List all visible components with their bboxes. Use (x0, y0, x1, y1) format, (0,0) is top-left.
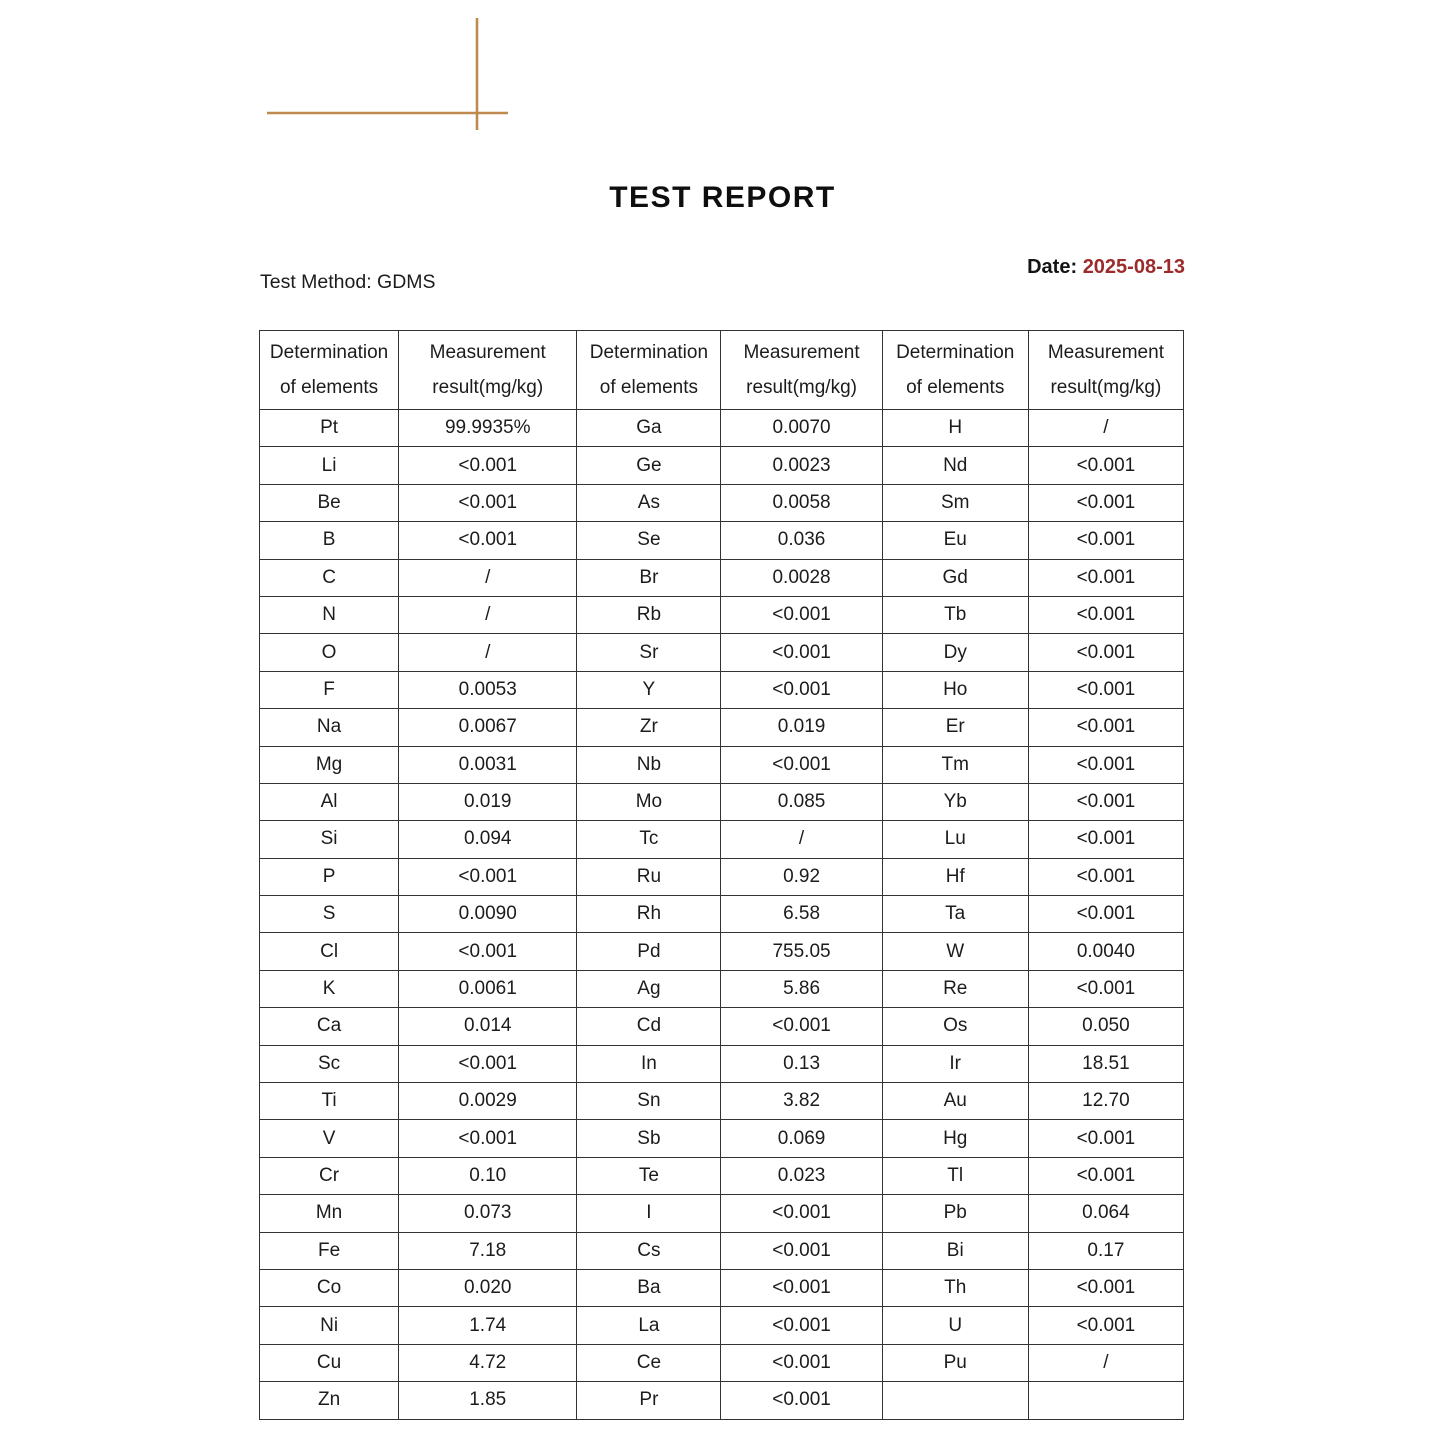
result-cell: <0.001 (399, 447, 577, 484)
result-cell: / (399, 596, 577, 633)
element-cell: U (882, 1307, 1028, 1344)
result-cell: 0.92 (721, 858, 882, 895)
result-cell: 0.014 (399, 1008, 577, 1045)
element-cell: N (260, 596, 399, 633)
result-cell: <0.001 (399, 933, 577, 970)
element-cell: Li (260, 447, 399, 484)
element-cell: As (577, 484, 721, 521)
result-cell: / (1028, 1344, 1183, 1381)
element-cell: La (577, 1307, 721, 1344)
table-row (260, 671, 1184, 708)
element-cell: Pr (577, 1382, 721, 1419)
result-cell: 0.17 (1028, 1232, 1183, 1269)
table-row (260, 1008, 1184, 1045)
element-cell: Os (882, 1008, 1028, 1045)
element-cell (882, 1382, 1028, 1419)
result-cell: <0.001 (721, 634, 882, 671)
result-cell: <0.001 (1028, 896, 1183, 933)
element-cell: Cr (260, 1157, 399, 1194)
result-cell: <0.001 (721, 671, 882, 708)
element-cell: Pb (882, 1195, 1028, 1232)
table-row (260, 858, 1184, 895)
date-value: 2025-08-13 (1082, 256, 1185, 278)
result-cell: 0.050 (1028, 1008, 1183, 1045)
element-cell: Au (882, 1083, 1028, 1120)
element-cell: P (260, 858, 399, 895)
element-cell: Sc (260, 1045, 399, 1082)
element-cell: Se (577, 522, 721, 559)
result-cell: <0.001 (1028, 746, 1183, 783)
result-cell: / (399, 559, 577, 596)
report-table (259, 330, 1184, 1420)
element-cell: Sm (882, 484, 1028, 521)
result-cell: / (399, 634, 577, 671)
element-cell: Ca (260, 1008, 399, 1045)
result-cell: 0.0070 (721, 410, 882, 447)
table-row (260, 522, 1184, 559)
header-cell-result: Measurement result(mg/kg) (399, 331, 577, 410)
element-cell: Dy (882, 634, 1028, 671)
result-cell: <0.001 (1028, 821, 1183, 858)
element-cell: Gd (882, 559, 1028, 596)
element-cell: Pu (882, 1344, 1028, 1381)
result-cell: 5.86 (721, 970, 882, 1007)
element-cell: Zn (260, 1382, 399, 1419)
result-cell: 0.13 (721, 1045, 882, 1082)
element-cell: Ge (577, 447, 721, 484)
result-cell: <0.001 (1028, 634, 1183, 671)
element-cell: Hg (882, 1120, 1028, 1157)
element-cell: Re (882, 970, 1028, 1007)
element-cell: W (882, 933, 1028, 970)
result-cell: 7.18 (399, 1232, 577, 1269)
table-row (260, 634, 1184, 671)
result-cell: / (721, 821, 882, 858)
table-row (260, 410, 1184, 447)
element-cell: Ta (882, 896, 1028, 933)
result-cell: <0.001 (1028, 970, 1183, 1007)
element-cell: Cl (260, 933, 399, 970)
result-cell: 1.74 (399, 1307, 577, 1344)
table-row (260, 970, 1184, 1007)
table-row (260, 1120, 1184, 1157)
element-cell: Ce (577, 1344, 721, 1381)
result-cell: 0.0053 (399, 671, 577, 708)
result-cell: 99.9935% (399, 410, 577, 447)
element-cell: Be (260, 484, 399, 521)
result-cell: <0.001 (721, 1269, 882, 1306)
date-line (1027, 256, 1185, 279)
result-cell: <0.001 (1028, 671, 1183, 708)
element-cell: Cs (577, 1232, 721, 1269)
table-row (260, 1382, 1184, 1419)
element-cell: Fe (260, 1232, 399, 1269)
result-cell: 3.82 (721, 1083, 882, 1120)
result-cell: / (1028, 410, 1183, 447)
element-cell: Lu (882, 821, 1028, 858)
element-cell: V (260, 1120, 399, 1157)
result-cell: <0.001 (1028, 1269, 1183, 1306)
result-cell: 0.0028 (721, 559, 882, 596)
result-cell: <0.001 (721, 746, 882, 783)
element-cell: K (260, 970, 399, 1007)
result-cell: 0.036 (721, 522, 882, 559)
result-cell: <0.001 (721, 1382, 882, 1419)
result-cell: 6.58 (721, 896, 882, 933)
table-row (260, 709, 1184, 746)
element-cell: B (260, 522, 399, 559)
element-cell: Ag (577, 970, 721, 1007)
element-cell: Sb (577, 1120, 721, 1157)
table-row (260, 596, 1184, 633)
result-cell: <0.001 (1028, 484, 1183, 521)
result-cell: 0.0061 (399, 970, 577, 1007)
element-cell: Zr (577, 709, 721, 746)
element-cell: Ti (260, 1083, 399, 1120)
result-cell: <0.001 (1028, 1307, 1183, 1344)
result-cell: 1.85 (399, 1382, 577, 1419)
result-cell: 0.0029 (399, 1083, 577, 1120)
element-cell: Th (882, 1269, 1028, 1306)
header-cell-elements: Determination of elements (577, 331, 721, 410)
element-cell: Yb (882, 783, 1028, 820)
element-cell: Bi (882, 1232, 1028, 1269)
result-cell: <0.001 (721, 1344, 882, 1381)
result-cell: <0.001 (1028, 1157, 1183, 1194)
element-cell: Co (260, 1269, 399, 1306)
element-cell: S (260, 896, 399, 933)
result-cell: 0.094 (399, 821, 577, 858)
element-cell: Pd (577, 933, 721, 970)
result-cell: <0.001 (1028, 858, 1183, 895)
table-row (260, 559, 1184, 596)
table-row (260, 1045, 1184, 1082)
result-cell: <0.001 (721, 596, 882, 633)
table-row (260, 1083, 1184, 1120)
result-cell: 755.05 (721, 933, 882, 970)
result-cell: <0.001 (399, 1045, 577, 1082)
header-cell-elements: Determination of elements (260, 331, 399, 410)
result-cell: <0.001 (721, 1008, 882, 1045)
element-cell: Tl (882, 1157, 1028, 1194)
date-label: Date: (1027, 256, 1078, 278)
table-row (260, 1269, 1184, 1306)
result-cell: 0.0058 (721, 484, 882, 521)
element-cell: Tc (577, 821, 721, 858)
element-cell: Nb (577, 746, 721, 783)
element-cell: Ho (882, 671, 1028, 708)
result-cell: 12.70 (1028, 1083, 1183, 1120)
element-cell: In (577, 1045, 721, 1082)
table-row (260, 821, 1184, 858)
result-cell: 4.72 (399, 1344, 577, 1381)
result-cell: 0.019 (399, 783, 577, 820)
element-cell: H (882, 410, 1028, 447)
element-cell: Tb (882, 596, 1028, 633)
result-cell: <0.001 (721, 1195, 882, 1232)
table-row (260, 1157, 1184, 1194)
element-cell: Nd (882, 447, 1028, 484)
table-row (260, 484, 1184, 521)
element-cell: Pt (260, 410, 399, 447)
result-cell: <0.001 (1028, 596, 1183, 633)
result-cell: 0.0040 (1028, 933, 1183, 970)
result-cell: <0.001 (399, 858, 577, 895)
table-row (260, 783, 1184, 820)
result-cell: <0.001 (1028, 447, 1183, 484)
result-cell: <0.001 (1028, 559, 1183, 596)
result-cell: 0.064 (1028, 1195, 1183, 1232)
table-row (260, 1307, 1184, 1344)
element-cell: Na (260, 709, 399, 746)
result-cell: 0.0067 (399, 709, 577, 746)
element-cell: Sn (577, 1083, 721, 1120)
element-cell: Ga (577, 410, 721, 447)
element-cell: Mo (577, 783, 721, 820)
element-cell: Rh (577, 896, 721, 933)
element-cell: Rb (577, 596, 721, 633)
result-cell: <0.001 (721, 1232, 882, 1269)
header-cell-result: Measurement result(mg/kg) (721, 331, 882, 410)
element-cell: Mg (260, 746, 399, 783)
result-cell: <0.001 (399, 522, 577, 559)
element-cell: Br (577, 559, 721, 596)
element-cell: Cu (260, 1344, 399, 1381)
result-cell: 0.085 (721, 783, 882, 820)
element-cell: Al (260, 783, 399, 820)
element-cell: Mn (260, 1195, 399, 1232)
element-cell: I (577, 1195, 721, 1232)
result-cell: <0.001 (721, 1307, 882, 1344)
element-cell: Si (260, 821, 399, 858)
element-cell: Er (882, 709, 1028, 746)
result-cell: 0.073 (399, 1195, 577, 1232)
element-cell: Hf (882, 858, 1028, 895)
test-method-label: Test Method: GDMS (260, 271, 436, 293)
element-cell: F (260, 671, 399, 708)
header-cell-elements: Determination of elements (882, 331, 1028, 410)
result-cell: <0.001 (1028, 1120, 1183, 1157)
table-row (260, 896, 1184, 933)
table-row (260, 1232, 1184, 1269)
sgs-logo (263, 12, 533, 152)
table-row (260, 1195, 1184, 1232)
result-cell: 0.069 (721, 1120, 882, 1157)
result-cell: 18.51 (1028, 1045, 1183, 1082)
result-cell: <0.001 (399, 484, 577, 521)
result-cell: 0.0031 (399, 746, 577, 783)
result-cell: <0.001 (1028, 522, 1183, 559)
header-cell-result: Measurement result(mg/kg) (1028, 331, 1183, 410)
element-cell: Sr (577, 634, 721, 671)
result-cell: <0.001 (1028, 783, 1183, 820)
element-cell: Eu (882, 522, 1028, 559)
result-cell: 0.020 (399, 1269, 577, 1306)
result-cell: <0.001 (1028, 709, 1183, 746)
result-cell (1028, 1382, 1183, 1419)
result-cell: 0.0090 (399, 896, 577, 933)
element-cell: Y (577, 671, 721, 708)
element-cell: C (260, 559, 399, 596)
page-title: TEST REPORT (609, 181, 836, 214)
result-cell: 0.019 (721, 709, 882, 746)
header-row (260, 331, 1184, 410)
table-row (260, 746, 1184, 783)
result-cell: 0.0023 (721, 447, 882, 484)
result-cell: <0.001 (399, 1120, 577, 1157)
table-row (260, 447, 1184, 484)
result-cell: 0.10 (399, 1157, 577, 1194)
table-body (260, 410, 1184, 1420)
element-cell: O (260, 634, 399, 671)
table-row (260, 933, 1184, 970)
element-cell: Ru (577, 858, 721, 895)
element-cell: Ba (577, 1269, 721, 1306)
result-cell: 0.023 (721, 1157, 882, 1194)
table-row (260, 1344, 1184, 1381)
element-cell: Te (577, 1157, 721, 1194)
element-cell: Cd (577, 1008, 721, 1045)
element-cell: Ir (882, 1045, 1028, 1082)
element-cell: Tm (882, 746, 1028, 783)
element-cell: Ni (260, 1307, 399, 1344)
